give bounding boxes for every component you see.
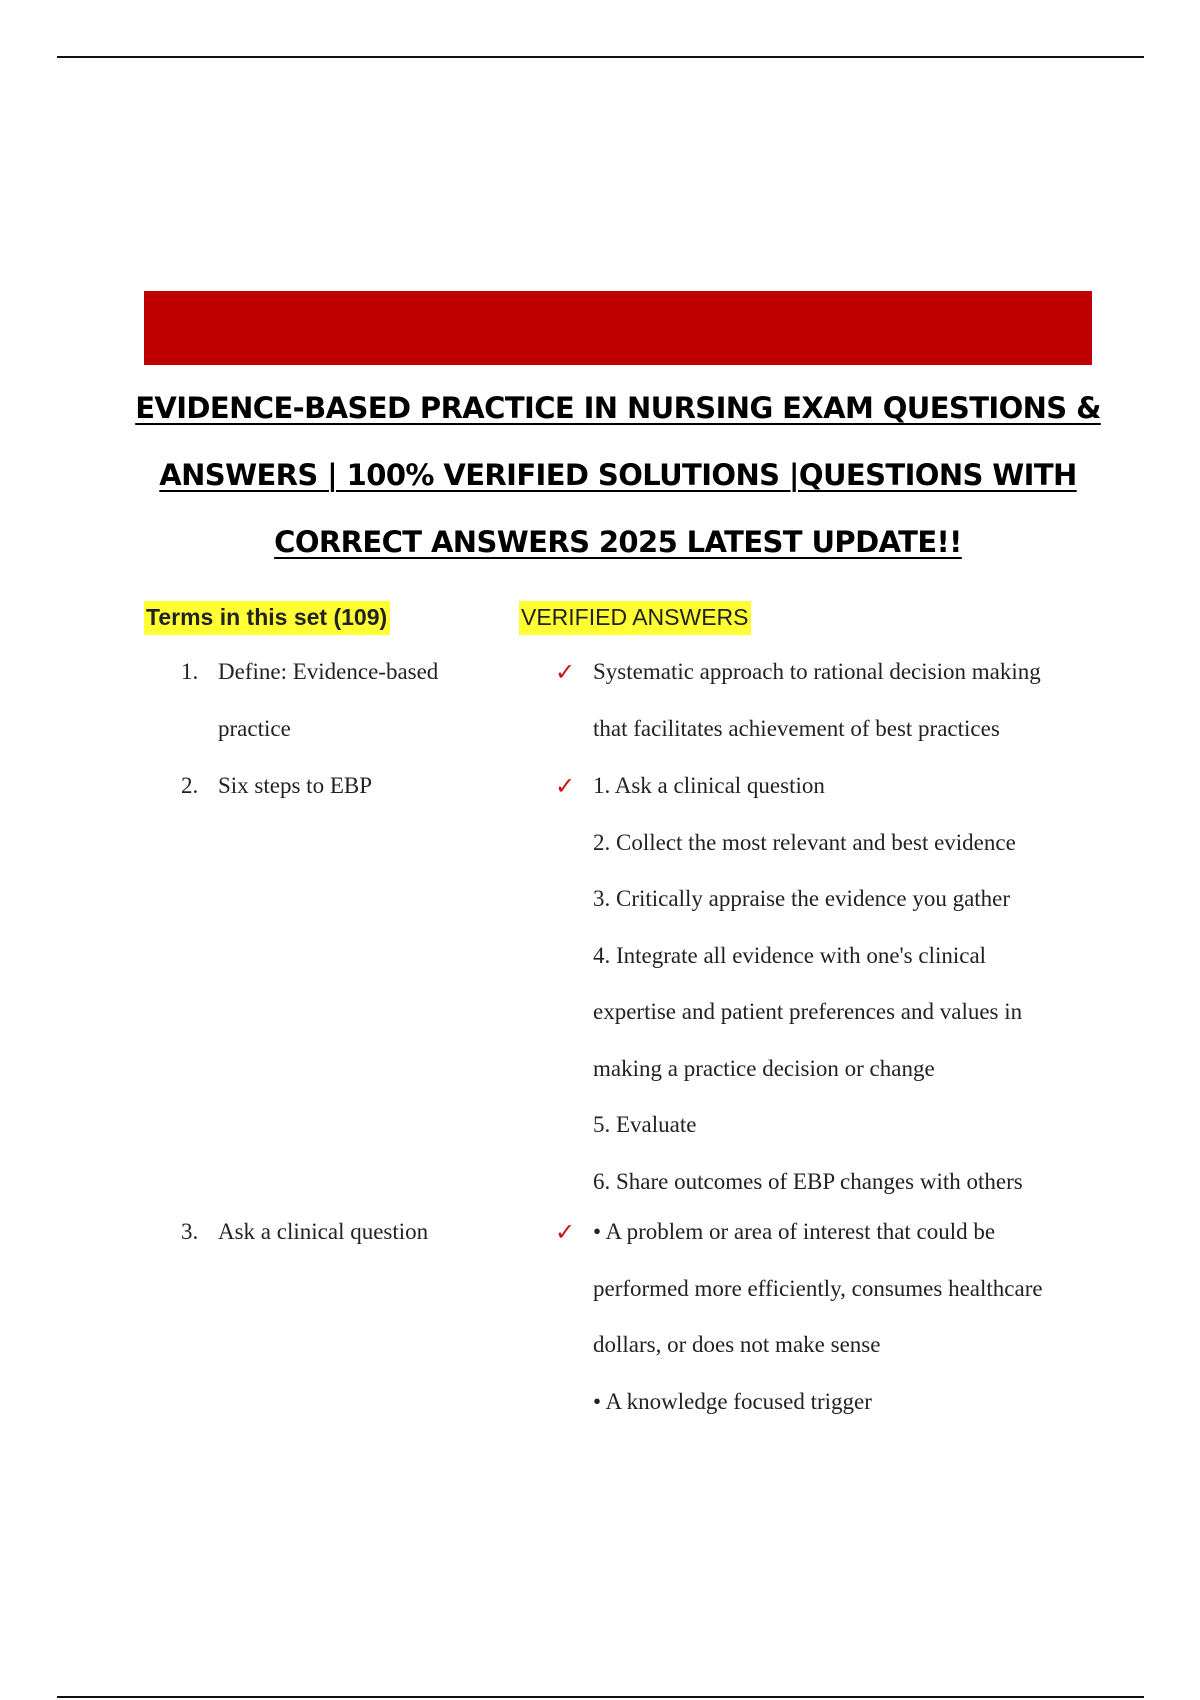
answer-text-line: performed more efficiently, consumes healthcare [593, 1275, 1043, 1301]
answer-text-line: that facilitates achievement of best practices [593, 715, 1000, 741]
check-icon: ✓ [555, 774, 576, 800]
question-text-line: practice [218, 715, 291, 741]
answer-text-line: expertise and patient preferences and values in [593, 999, 1023, 1024]
question-number: 3. [181, 1219, 199, 1244]
verified-answers-heading: VERIFIED ANSWERS [519, 601, 751, 635]
answer-text-line: 2. Collect the most relevant and best evidence [593, 829, 1016, 855]
answer-text-line: making a practice decision or change [593, 1055, 935, 1081]
answer-text-line: • A problem or area of interest that could be [593, 1219, 996, 1244]
answer-text-line: dollars, or does not make sense [593, 1332, 881, 1357]
terms-heading: Terms in this set (109) [144, 601, 390, 635]
answer-1 [593, 644, 1113, 757]
answer-text-line: 5. Evaluate [593, 1112, 697, 1137]
title-line-1: EVIDENCE-BASED PRACTICE IN NURSING EXAM QUESTIONS & [135, 391, 1101, 425]
check-icon: ✓ [555, 1220, 576, 1246]
answer-text-line: 6. Share outcomes of EBP changes with others [593, 1168, 1023, 1194]
answer-2 [593, 758, 1113, 1210]
title-banner [144, 291, 1092, 365]
check-icon: ✓ [555, 660, 576, 686]
answer-text-line: 1. Ask a clinical question [593, 773, 825, 798]
title-line-2: ANSWERS | 100% VERIFIED SOLUTIONS |QUESTIONS WITH [159, 458, 1077, 492]
answer-text-line: 4. Integrate all evidence with one's clinical [593, 942, 987, 968]
question-text-line: Define: Evidence-based [218, 659, 439, 684]
answer-text-line: Systematic approach to rational decision making [593, 659, 1041, 684]
answer-text-line: 3. Critically appraise the evidence you gather [593, 886, 1011, 911]
question-number: 1. [181, 659, 199, 684]
question-text-line: Ask a clinical question [218, 1219, 429, 1244]
question-number: 2. [181, 773, 199, 798]
header-rule [57, 56, 1144, 58]
footer-rule [57, 1696, 1144, 1698]
title-line-3: CORRECT ANSWERS 2025 LATEST UPDATE!! [274, 525, 962, 559]
document-title [130, 375, 1106, 576]
answer-text-line: • A knowledge focused trigger [593, 1388, 872, 1414]
answer-3 [593, 1204, 1113, 1430]
question-text-line: Six steps to EBP [218, 773, 373, 798]
